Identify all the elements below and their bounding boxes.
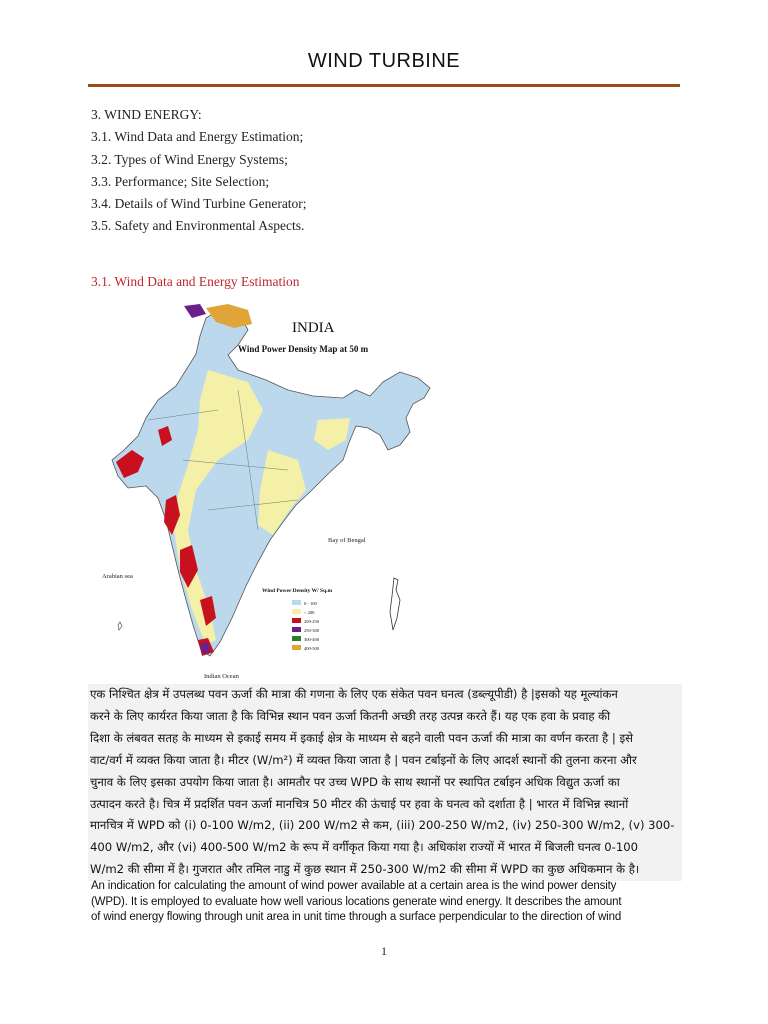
toc-item: 3.4. Details of Wind Turbine Generator; bbox=[91, 196, 307, 212]
map-islands bbox=[390, 578, 400, 630]
legend-label: 0 - 100 bbox=[304, 601, 317, 606]
text-line: दिशा के लंबवत सतह के माध्यम से इकाई समय में इकाई क्षेत्र के माध्यम से बहने वाली पवन ऊर्जा की मात्रा का वर्णन करता है | इसे bbox=[90, 730, 633, 745]
map-islands bbox=[118, 622, 122, 630]
legend-label: 200-250 bbox=[304, 619, 319, 624]
table-of-contents bbox=[91, 104, 307, 238]
map-legend bbox=[262, 588, 333, 651]
map-title: INDIA bbox=[292, 320, 335, 336]
legend-label: 400-500 bbox=[304, 646, 319, 651]
text-line: W/m2 की सीमा में है। गुजरात और तमिल नाडु में कुछ स्थान में 250-300 W/m2 की सीमा में WPD का कुछ अधिकमान के है। bbox=[90, 862, 640, 877]
hindi-paragraph bbox=[88, 684, 682, 881]
legend-swatch bbox=[292, 636, 301, 641]
india-wind-map bbox=[88, 300, 444, 680]
text-line: 400 W/m2, और (vi) 400-500 W/m2 के रूप में वर्गीकृत किया गया है। अधिकांश राज्यों में भारत में बिजली घनत्व 0-100 bbox=[90, 840, 638, 855]
toc-item: 3.2. Types of Wind Energy Systems; bbox=[91, 151, 288, 167]
label-bay-of-bengal: Bay of Bengal bbox=[328, 537, 366, 544]
page-number: 1 bbox=[381, 944, 387, 958]
map-subtitle: Wind Power Density Map at 50 m bbox=[238, 344, 369, 354]
legend-swatch bbox=[292, 618, 301, 623]
legend-label: 300-400 bbox=[304, 637, 319, 642]
toc-item: 3.3. Performance; Site Selection; bbox=[91, 173, 270, 189]
map-zone-250-300 bbox=[184, 304, 206, 318]
title-divider bbox=[88, 84, 680, 87]
legend-title: Wind Power Density W/ Sq.m bbox=[262, 588, 333, 594]
toc-item: 3.5. Safety and Environmental Aspects. bbox=[91, 218, 305, 234]
legend-swatch bbox=[292, 627, 301, 632]
legend-swatch bbox=[292, 609, 301, 614]
document-title: WIND TURBINE bbox=[307, 50, 461, 72]
toc-item: 3.1. Wind Data and Energy Estimation; bbox=[91, 129, 304, 145]
legend-swatch bbox=[292, 645, 301, 650]
section-heading: 3.1. Wind Data and Energy Estimation bbox=[91, 274, 300, 289]
text-line: An indication for calculating the amount of wind power available at a certain area is the wind power density bbox=[91, 880, 617, 892]
label-indian-ocean: Indian Ocean bbox=[204, 673, 239, 680]
text-line: करने के लिए कार्यरत किया जाता है कि विभिन्न स्थान पवन ऊर्जा कितनी अच्छी तरह उत्पन्न करते हैं। यह एक हवा के प्रवाह की bbox=[90, 708, 611, 723]
legend-label: 250-300 bbox=[304, 628, 319, 633]
text-line: of wind energy flowing through unit area in unit time through a surface perpendicular to the direction of wind bbox=[91, 911, 622, 924]
text-line: वाट/वर्ग में व्यक्त किया जाता है। मीटर (W/m²) में व्यक्त किया जाता है | पवन टर्बाइनों के लिए आदर्श स्थानों की तुलना करना और bbox=[90, 752, 637, 767]
legend-label: < 200 bbox=[304, 610, 315, 615]
english-paragraph bbox=[91, 879, 681, 926]
text-line: एक निश्चित क्षेत्र में उपलब्ध पवन ऊर्जा की मात्रा की गणना के लिए एक संकेत पवन घनत्व (डब्ल्यूपीडी) है |इसको यह मूल्यांकन bbox=[90, 687, 618, 701]
text-line: चुनाव के लिए इसका उपयोग किया जाता है। आमतौर पर उच्च WPD के साथ स्थानों पर स्थापित टर्बाइन अधिक विद्युत ऊर्जा का bbox=[90, 774, 620, 789]
text-line: (WPD). It is employed to evaluate how well various locations generate wind energy. It describes the amount bbox=[91, 895, 622, 908]
label-arabian-sea: Arabian sea bbox=[102, 573, 133, 580]
text-line: उत्पादन करते है। चित्र में प्रदर्शित पवन ऊर्जा मानचित्र 50 मीटर की ऊंचाई पर हवा के घनत्व को दर्शाता है | भारत में विभिन्न स्थानों bbox=[90, 796, 629, 811]
text-line: मानचित्र में WPD को (i) 0-100 W/m2, (ii) 200 W/m2 से कम, (iii) 200-250 W/m2, (iv) 250-300 W/m2, (v) 300- bbox=[90, 818, 675, 833]
legend-swatch bbox=[292, 600, 301, 605]
toc-item: 3. WIND ENERGY: bbox=[91, 107, 202, 122]
